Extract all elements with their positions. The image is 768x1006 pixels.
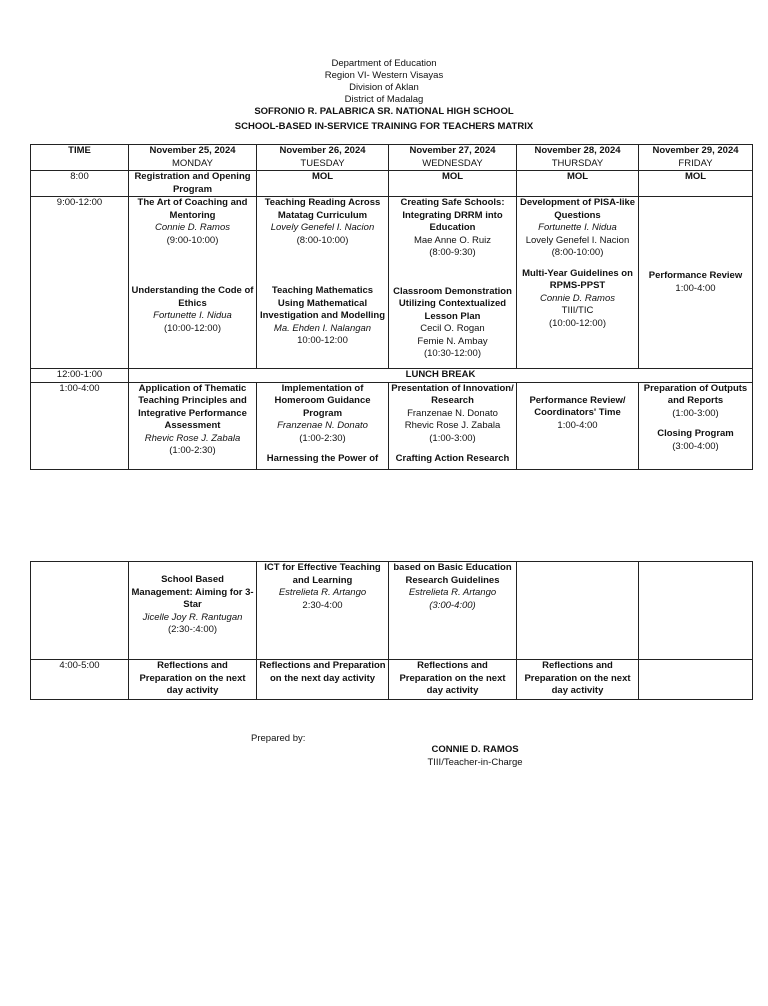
session-cell-tue: Implementation of Homeroom Guidance Program Franzenae N. Donato (1:00-2:30) Harnessing the Power of [257,382,389,469]
time-cell [31,562,129,660]
time-header: TIME [31,145,129,171]
session-cell-fri: Performance Review 1:00-4:00 [639,197,753,369]
session-cell-tue: Teaching Reading Across Matatag Curriculum Lovely Genefel I. Nacion (8:00-10:00) Teaching Mathematics Using Mathematical Investigation and Modelling Ma. Ehden I. Nalangan 10:00-12:00 [257,197,389,369]
session-cell-thu [517,562,639,660]
mol-cell: MOL [257,171,389,197]
session-cell-wed: Creating Safe Schools: Integrating DRRM into Education Mae Anne O. Ruiz (8:00-9:30) Classroom Demonstration Utilizing Contextualized Lesson Plan Cecil O. Rogan Femie N. Ambay (10:30-12:00) [389,197,517,369]
reflection-cell: Reflections and Preparation on the next day activity [129,660,257,700]
session-cell-mon: The Art of Coaching and Mentoring Connie D. Ramos (9:00-10:00) Understanding the Code of Ethics Fortunette I. Nidua (10:00-12:00) [129,197,257,369]
day-header-tue: November 26, 2024 TUESDAY [257,145,389,171]
session-cell-thu: Development of PISA-like Questions Fortunette I. Nidua Lovely Genefel I. Nacion (8:00-10:00) Multi-Year Guidelines on RPMS-PPST Connie D. Ramos TIII/TIC (10:00-12:00) [517,197,639,369]
document-header [0,58,768,133]
day-header-wed: November 27, 2024 WEDNESDAY [389,145,517,171]
empty-cell [639,660,753,700]
mol-cell: MOL [389,171,517,197]
session-cell-thu: Performance Review/ Coordinators' Time 1:00-4:00 [517,382,639,469]
signatory [380,743,570,769]
registration-cell: Registration and Opening Program [129,171,257,197]
prepared-by-label: Prepared by: [251,733,306,744]
schedule-table-page2 [30,561,753,700]
division-line: Division of Aklan [349,82,419,93]
session-cell-mon: Application of Thematic Teaching Principles and Integrative Performance Assessment Rhevic Rose J. Zabala (1:00-2:30) [129,382,257,469]
session-cell-mon: School Based Management: Aiming for 3-Star Jicelle Joy R. Rantugan (2:30-:4:00) [129,562,257,660]
time-cell: 8:00 [31,171,129,197]
session-cell-tue: ICT for Effective Teaching and Learning Estrelieta R. Artango 2:30-4:00 [257,562,389,660]
time-cell: 12:00-1:00 [31,369,129,383]
day-header-mon: November 25, 2024 MONDAY [129,145,257,171]
table-row [31,171,753,197]
lunch-break: LUNCH BREAK [129,369,753,383]
table-row [31,562,753,660]
signatory-name: CONNIE D. RAMOS [431,744,519,755]
table-row [31,382,753,469]
session-cell-fri: Preparation of Outputs and Reports (1:00-3:00) Closing Program (3:00-4:00) [639,382,753,469]
mol-cell: MOL [517,171,639,197]
lunch-row [31,369,753,383]
school-name: SOFRONIO R. PALABRICA SR. NATIONAL HIGH SCHOOL [254,106,514,117]
dept-line: Department of Education [331,58,437,69]
reflection-cell: Reflections and Preparation on the next day activity [257,660,389,700]
day-header-fri: November 29, 2024 FRIDAY [639,145,753,171]
session-cell-fri [639,562,753,660]
time-cell: 9:00-12:00 [31,197,129,369]
matrix-title: SCHOOL-BASED IN-SERVICE TRAINING FOR TEACHERS MATRIX [234,121,534,132]
region-line: Region VI- Western Visayas [324,70,444,81]
table-row [31,197,753,369]
time-cell: 1:00-4:00 [31,382,129,469]
signatory-role: TIII/Teacher-in-Charge [427,757,523,768]
table-row [31,660,753,700]
schedule-table-page1 [30,144,753,470]
session-cell-wed: based on Basic Education Research Guidelines Estrelieta R. Artango (3:00-4:00) [389,562,517,660]
mol-cell: MOL [639,171,753,197]
reflection-cell: Reflections and Preparation on the next day activity [517,660,639,700]
header-row [31,145,753,171]
session-cell-wed: Presentation of Innovation/ Research Franzenae N. Donato Rhevic Rose J. Zabala (1:00-3:00) Crafting Action Research [389,382,517,469]
reflection-cell: Reflections and Preparation on the next day activity [389,660,517,700]
time-cell: 4:00-5:00 [31,660,129,700]
district-line: District of Madalag [344,94,424,105]
day-header-thu: November 28, 2024 THURSDAY [517,145,639,171]
